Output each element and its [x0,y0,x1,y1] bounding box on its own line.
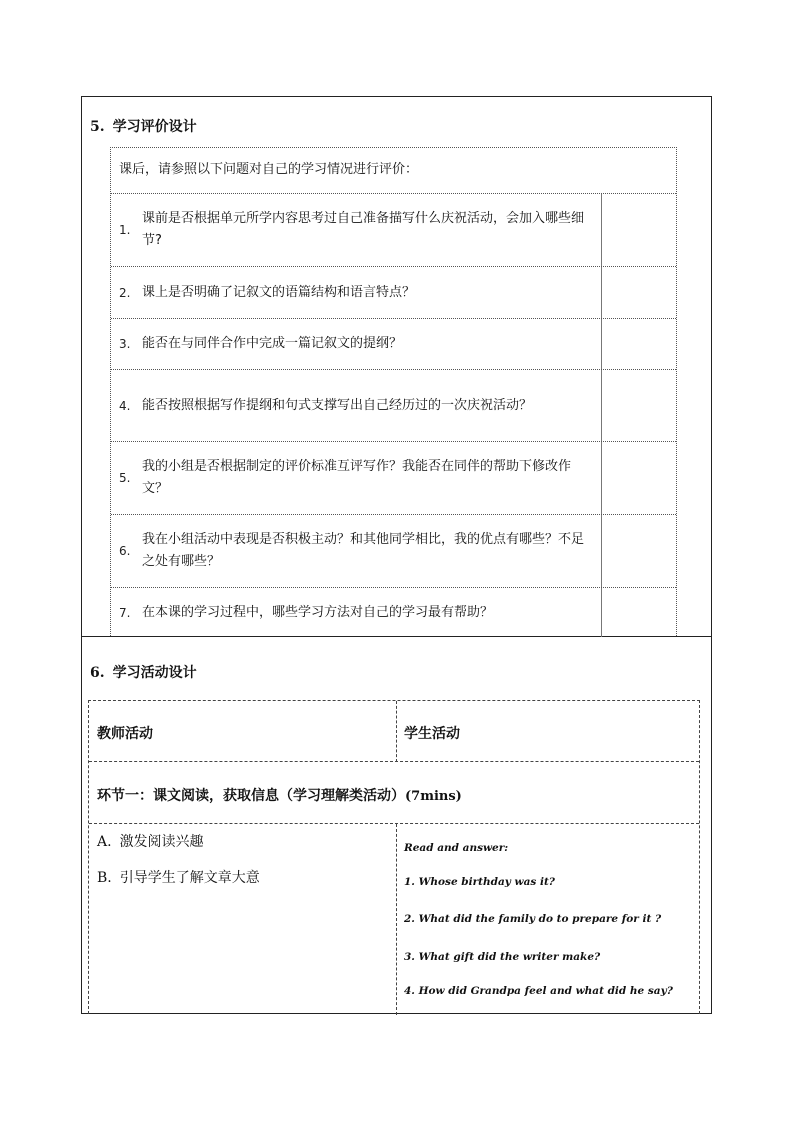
question-cell [111,319,602,369]
question-cell [111,442,602,514]
student-item: 3. What gift did the writer make? [404,951,601,963]
question-number: 1. [119,223,131,237]
question-number: 3. [119,337,131,351]
activity-header-row [89,701,699,762]
teacher-item [97,831,204,851]
table-row [111,370,676,442]
section5-title-text: 学习评价设计 [112,119,197,135]
table-row [111,515,676,588]
stage-title [97,785,462,805]
teacher-item [97,867,260,887]
column-divider [396,701,397,762]
table-row [111,442,676,515]
evaluation-table [110,147,677,636]
table-row [111,194,676,267]
question-text: 能否在与同伴合作中完成一篇记叙文的提纲？ [142,336,403,351]
question-text: 在本课的学习过程中，哪些学习方法对自己的学习最有帮助？ [142,604,494,620]
teacher-item-text: 激发阅读兴趣 [119,834,204,850]
question-cell [111,588,602,637]
activity-table [88,700,700,1014]
section6-title-text: 学习活动设计 [112,665,197,681]
student-item: Read and answer: [404,842,509,854]
question-cell [111,267,602,318]
section5-title [90,116,197,136]
column-divider [396,824,397,1015]
question-cell [111,370,602,441]
student-item: 4. How did Grandpa feel and what did he say? [404,985,673,997]
student-item: 1. Whose birthday was it? [404,876,555,888]
teacher-item-label: A. [97,834,112,850]
teacher-activity-header: 教师活动 [97,726,153,742]
stage-time: (7mins) [405,789,462,804]
stage-row [89,762,699,824]
student-activity-header: 学生活动 [404,726,460,742]
table-row [111,267,676,319]
teacher-item-label: B. [97,870,112,886]
student-item: 2. What did the family do to prepare for it ? [404,913,662,925]
question-text: 课上是否明确了记叙文的语篇结构和语言特点？ [142,284,416,300]
question-number: 7. [119,605,131,620]
section6-title [90,662,197,682]
question-text: 能否按照根据写作提纲和句式支撑写出自己经历过的一次庆祝活动？ [142,397,533,413]
question-number: 4. [119,398,131,413]
question-number: 2. [119,285,131,300]
question-number: 6. [119,544,131,558]
table-row [111,588,676,637]
question-number: 5. [119,471,131,485]
section6-number: 6. [90,665,105,681]
question-text: 我在小组活动中表现是否积极主动？和其他同学相比，我的优点有哪些？不足之处有哪些？ [142,532,585,569]
question-cell [111,515,602,587]
question-text: 我的小组是否根据制定的评价标准互评写作？我能否在同伴的帮助下修改作文？ [142,459,572,496]
table-row [111,319,676,370]
stage-title-text: 环节一：课文阅读，获取信息（学习理解类活动） [97,788,405,804]
section5-number: 5. [90,119,105,135]
question-cell [111,194,602,266]
evaluation-intro: 课后，请参照以下问题对自己的学习情况进行评价： [111,148,676,194]
question-text: 课前是否根据单元所学内容思考过自己准备描写什么庆祝活动，会加入哪些细节? [142,211,585,248]
teacher-item-text: 引导学生了解文章大意 [119,870,260,886]
